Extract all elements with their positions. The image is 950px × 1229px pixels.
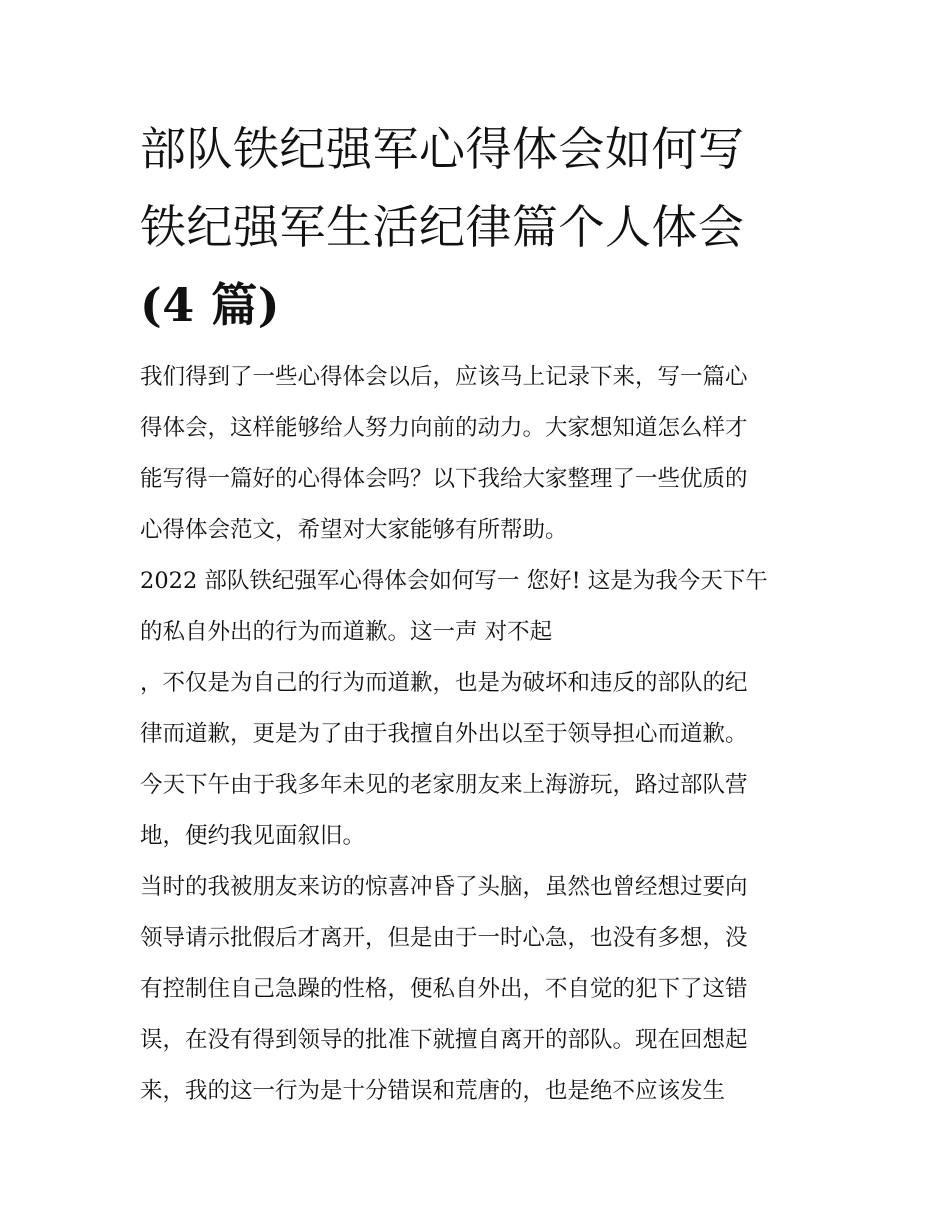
paragraph-line: 误，在没有得到领导的批准下就擅自离开的部队。现在回想起 — [140, 1027, 748, 1053]
title-line-3: (4 篇) — [140, 278, 281, 332]
paragraph-apology — [140, 658, 812, 862]
document-title — [140, 110, 812, 344]
paragraph-line: 2022 部队铁纪强军心得体会如何写一 您好! 这是为我今天下午 — [140, 568, 768, 594]
paragraph-line: ，不仅是为自己的行为而道歉，也是为破坏和违反的部队的纪 — [140, 670, 748, 696]
paragraph-line: 心得体会范文，希望对大家能够有所帮助。 — [140, 517, 568, 543]
paragraph-line: 今天下午由于我多年未见的老家朋友来上海游玩，路过部队营 — [140, 772, 748, 798]
document-page — [140, 110, 812, 1117]
paragraph-line: 领导请示批假后才离开，但是由于一时心急，也没有多想，没 — [140, 925, 748, 951]
paragraph-line: 律而道歉，更是为了由于我擅自外出以至于领导担心而道歉。 — [140, 721, 748, 747]
title-line-2: 铁纪强军生活纪律篇个人体会 — [140, 200, 745, 254]
paragraph-line: 得体会，这样能够给人努力向前的动力。大家想知道怎么样才 — [140, 415, 748, 441]
paragraph-line: 能写得一篇好的心得体会吗？以下我给大家整理了一些优质的 — [140, 466, 748, 492]
paragraph-essay-1-opening — [140, 556, 812, 658]
document-body — [140, 352, 812, 1117]
paragraph-line: 来，我的这一行为是十分错误和荒唐的，也是绝不应该发生 — [140, 1078, 726, 1104]
paragraph-line: 我们得到了一些心得体会以后，应该马上记录下来，写一篇心 — [140, 364, 748, 390]
paragraph-line: 的私自外出的行为而道歉。这一声 对不起 — [140, 619, 553, 645]
paragraph-line: 有控制住自己急躁的性格，便私自外出，不自觉的犯下了这错 — [140, 976, 748, 1002]
paragraph-reflection — [140, 862, 812, 1117]
paragraph-line: 当时的我被朋友来访的惊喜冲昏了头脑，虽然也曾经想过要向 — [140, 874, 748, 900]
paragraph-line: 地，便约我见面叙旧。 — [140, 823, 366, 849]
paragraph-intro — [140, 352, 812, 556]
title-line-1: 部队铁纪强军心得体会如何写 — [140, 122, 745, 176]
